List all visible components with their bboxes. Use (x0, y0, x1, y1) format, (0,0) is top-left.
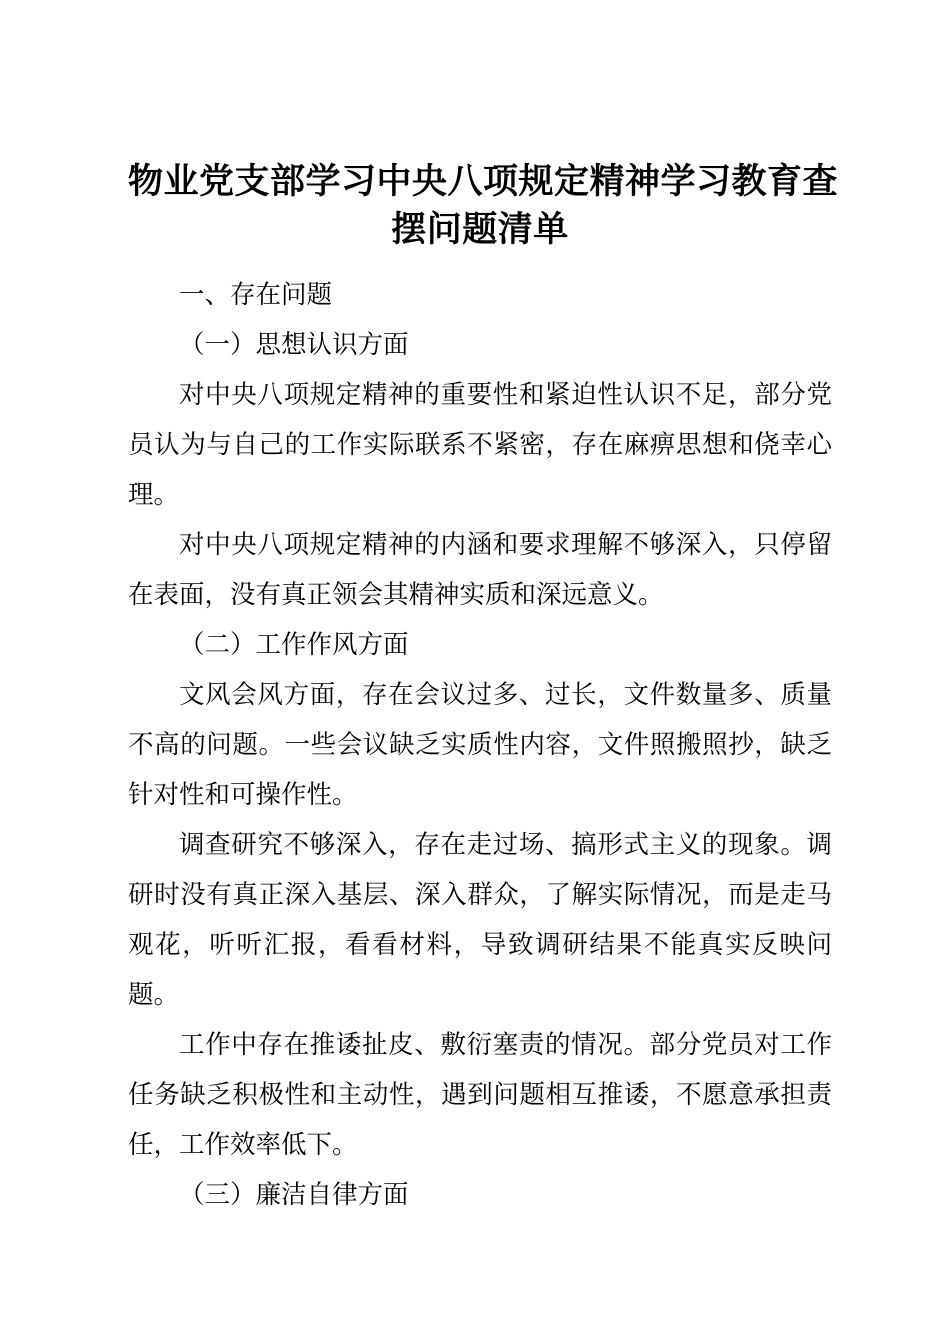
paragraph: 对中央八项规定精神的重要性和紧迫性认识不足，部分党员认为与自己的工作实际联系不紧密，存在麻痹思想和侥幸心理。 (128, 380, 832, 510)
paragraph: 对中央八项规定精神的内涵和要求理解不够深入，只停留在表面，没有真正领会其精神实质和深远意义。 (128, 530, 832, 610)
title-line-1: 物业党支部学习中央八项规定精神学习教育查 (128, 162, 839, 202)
paragraph: 工作中存在推诿扯皮、敷衍塞责的情况。部分党员对工作任务缺乏积极性和主动性，遇到问题相互推诿，不愿意承担责任，工作效率低下。 (128, 1030, 832, 1160)
document-title (128, 158, 839, 254)
paragraph: 文风会风方面，存在会议过多、过长，文件数量多、质量不高的问题。一些会议缺乏实质性内容，文件照搬照抄，缺乏针对性和可操作性。 (128, 680, 832, 810)
subsection-heading-integrity: （三）廉洁自律方面 (179, 1180, 409, 1210)
document-body (128, 270, 832, 1220)
section-heading-problems: 一、存在问题 (179, 280, 333, 310)
subsection-heading-work-style: （二）工作作风方面 (179, 630, 409, 660)
title-line-2: 摆问题清单 (391, 210, 569, 250)
paragraph: 调查研究不够深入，存在走过场、搞形式主义的现象。调研时没有真正深入基层、深入群众，了解实际情况，而是走马观花，听听汇报，看看材料，导致调研结果不能真实反映问题。 (128, 830, 832, 1010)
subsection-heading-thinking: （一）思想认识方面 (179, 330, 409, 360)
document-content (128, 158, 839, 1220)
